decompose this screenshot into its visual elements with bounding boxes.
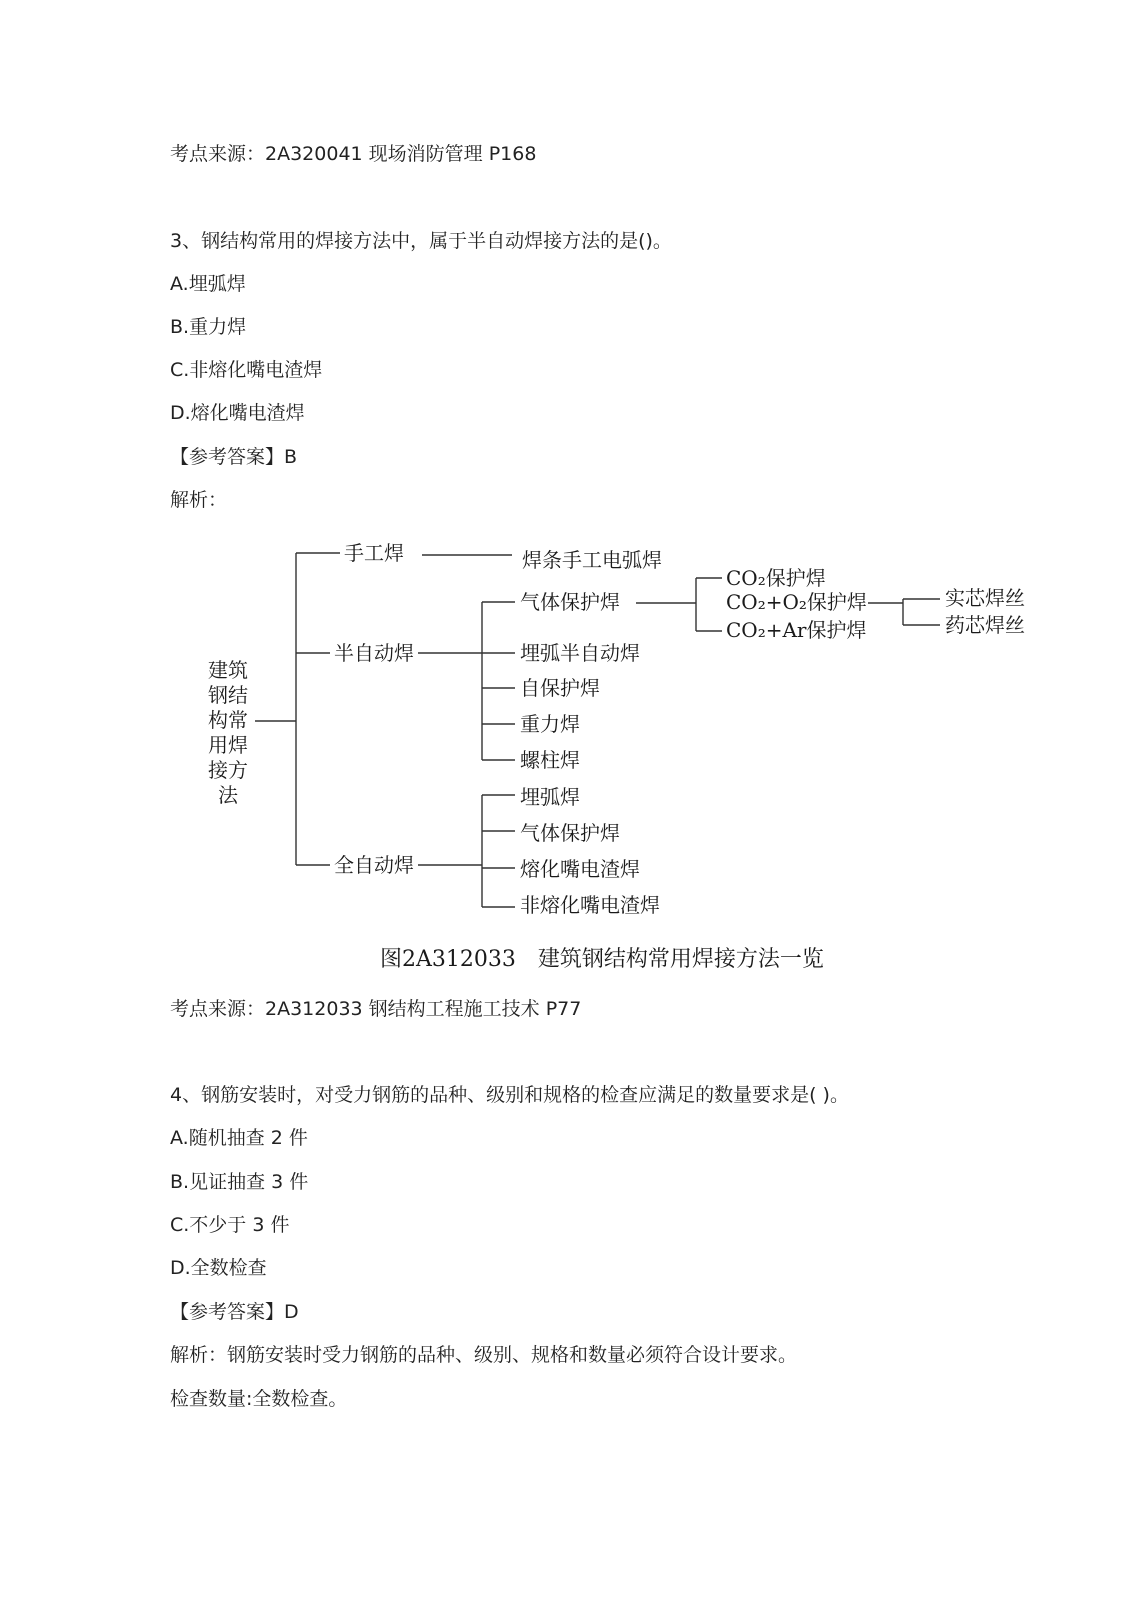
q3-option-a: A.埋弧焊	[170, 273, 246, 295]
q4-option-c: C.不少于 3 件	[170, 1214, 290, 1236]
q4-check: 检查数量:全数检查。	[170, 1388, 348, 1410]
q4-question: 4、钢筋安装时，对受力钢筋的品种、级别和规格的检查应满足的数量要求是( )。	[170, 1084, 849, 1106]
auto-child-label: 气体保护焊	[520, 821, 620, 845]
auto-child-label: 非熔化嘴电渣焊	[520, 893, 660, 917]
semi-child-label: 气体保护焊	[520, 590, 620, 614]
semi-child-label: 螺柱焊	[520, 748, 580, 772]
semi-child-label: 埋弧半自动焊	[520, 641, 640, 665]
q3-analysis-label: 解析：	[170, 489, 228, 511]
root-label-line: 法	[218, 783, 238, 807]
q3-option-c: C.非熔化嘴电渣焊	[170, 359, 323, 381]
semi-auto-weld-label: 半自动焊	[334, 641, 414, 665]
auto-child-label: 埋弧焊	[520, 785, 580, 809]
diagram-caption: 图2A312033 建筑钢结构常用焊接方法一览	[380, 947, 824, 972]
auto-weld-label: 全自动焊	[334, 853, 414, 877]
q3-source: 考点来源：2A312033 钢结构工程施工技术 P77	[170, 998, 582, 1020]
q3-question: 3、钢结构常用的焊接方法中，属于半自动焊接方法的是()。	[170, 230, 672, 252]
welding-methods-diagram	[200, 535, 1060, 985]
manual-weld-label: 手工焊	[344, 541, 404, 565]
wire-child-label: 实芯焊丝	[945, 586, 1025, 610]
root-label-line: 钢结	[208, 683, 248, 707]
q3-option-d: D.熔化嘴电渣焊	[170, 402, 305, 424]
auto-child-label: 熔化嘴电渣焊	[520, 857, 640, 881]
q2-source: 考点来源：2A320041 现场消防管理 P168	[170, 143, 537, 165]
manual-child-label: 焊条手工电弧焊	[522, 548, 662, 572]
q4-analysis: 解析：钢筋安装时受力钢筋的品种、级别、规格和数量必须符合设计要求。	[170, 1344, 798, 1366]
gas-child-label: CO₂+Ar保护焊	[726, 618, 867, 642]
root-label-line: 用焊	[208, 733, 248, 757]
gas-child-label: CO₂+O₂保护焊	[726, 590, 867, 614]
wire-child-label: 药芯焊丝	[945, 613, 1025, 637]
semi-child-label: 自保护焊	[520, 676, 600, 700]
q4-option-b: B.见证抽查 3 件	[170, 1171, 309, 1193]
root-label-line: 构常	[208, 708, 248, 732]
q4-answer: 【参考答案】D	[170, 1301, 299, 1323]
q3-answer: 【参考答案】B	[170, 446, 298, 468]
q3-option-b: B.重力焊	[170, 316, 247, 338]
semi-child-label: 重力焊	[520, 712, 580, 736]
q4-option-d: D.全数检查	[170, 1257, 267, 1279]
q4-option-a: A.随机抽查 2 件	[170, 1127, 308, 1149]
gas-child-label: CO₂保护焊	[726, 566, 826, 590]
root-label-line: 建筑	[208, 658, 248, 682]
root-label-line: 接方	[208, 758, 248, 782]
